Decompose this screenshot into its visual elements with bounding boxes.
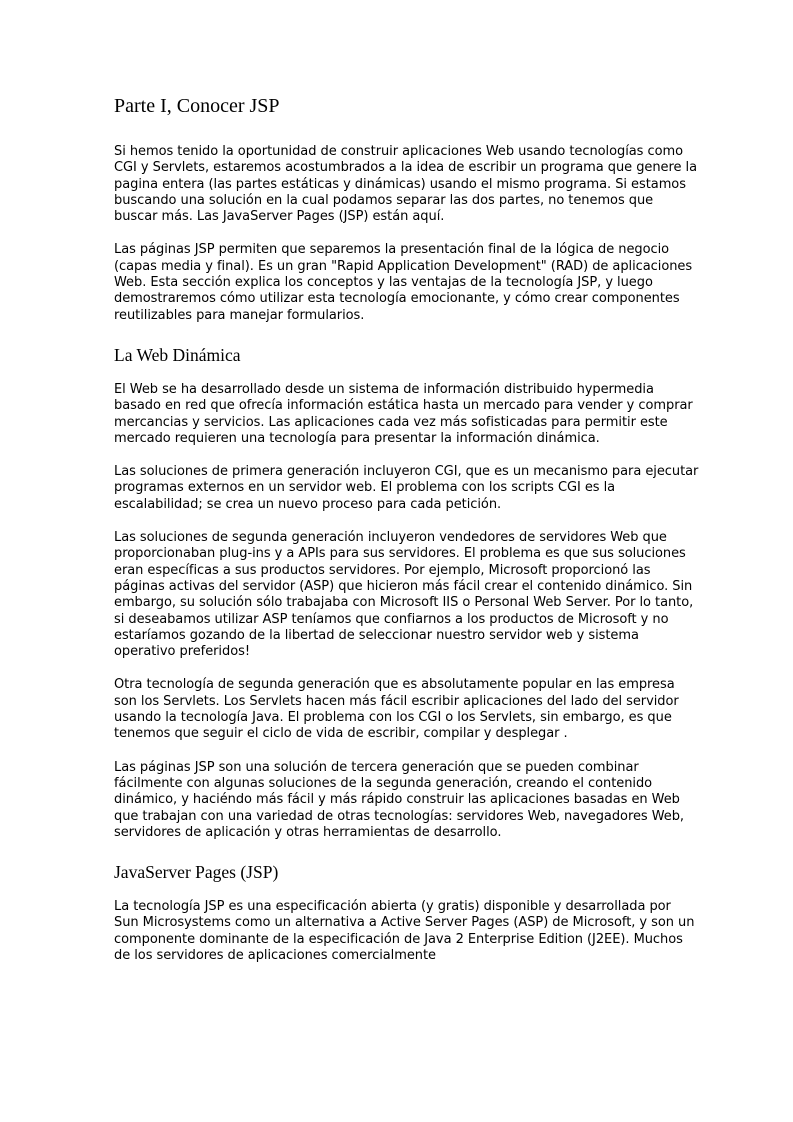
dynamic-web-paragraph-5: Las páginas JSP son una solución de tercera generación que se pueden combinar fácilmente con algunas soluciones de la segunda generación, creando el contenido dinámico, y haciéndo más fácil y más rápido construir las aplicaciones basadas en Web que trabajan con una variedad de otras tecnologías: servidores Web, navegadores Web, servidores de aplicación y otras herramientas de desarrollo.	[114, 759, 684, 840]
intro-paragraph-1: Si hemos tenido la oportunidad de construir aplicaciones Web usando tecnologías como CGI y Servlets, estaremos acostumbrados a la idea de escribir un programa que genere la pagina entera (las partes estáticas y dinámicas) usando el mismo programa. Si estamos buscando una solución en la cual podamos separar las dos partes, no tenemos que buscar más. Las JavaServer Pages (JSP) están aquí.	[114, 144, 697, 225]
section-heading-dynamic-web: La Web Dinámica	[114, 344, 241, 365]
document-page	[114, 90, 699, 981]
dynamic-web-paragraph-1: El Web se ha desarrollado desde un sistema de información distribuido hypermedia basado en red que ofrecía información estática hasta un mercado para vender y comprar mercancias y servicios. Las aplicaciones cada vez más sofisticadas para permitir este mercado requieren una tecnología para presentar la información dinámica.	[114, 381, 693, 446]
page-title: Parte I, Conocer JSP	[114, 95, 280, 117]
dynamic-web-paragraph-3: Las soluciones de segunda generación incluyeron vendedores de servidores Web que proporcionaban plug-ins y a APIs para sus servidores. El problema es que sus soluciones eran específicas a sus productos servidores. Por ejemplo, Microsoft proporcionó las páginas activas del servidor (ASP) que hicieron más fácil crear el contenido dinámico. Sin embargo, su solución sólo trabajaba con Microsoft IIS o Personal Web Server. Por lo tanto, si deseabamos utilizar ASP teníamos que confiarnos a los productos de Microsoft y no estaríamos gozando de la libertad de seleccionar nuestro servidor web y sistema operativo preferidos!	[114, 530, 694, 660]
jsp-paragraph-1: La tecnología JSP es una especificación abierta (y gratis) disponible y desarrollada por Sun Microsystems como un alternativa a Active Server Pages (ASP) de Microsoft, y son un componente dominante de la especificación de Java 2 Enterprise Edition (J2EE). Muchos de los servidores de aplicaciones comercialmente	[114, 899, 695, 963]
intro-paragraph-2: Las páginas JSP permiten que separemos la presentación final de la lógica de negocio (capas media y final). Es un gran "Rapid Application Development" (RAD) de aplicaciones Web. Esta sección explica los conceptos y las ventajas de la tecnología JSP, y luego demostraremos cómo utilizar esta tecnología emocionante, y cómo crear componentes reutilizables para manejar formularios.	[114, 242, 693, 323]
dynamic-web-paragraph-4: Otra tecnología de segunda generación que es absolutamente popular en las empresa son los Servlets. Los Servlets hacen más fácil escribir aplicaciones del lado del servidor usando la tecnología Java. El problema con los CGI o los Servlets, sin embargo, es que tenemos que seguir el ciclo de vida de escribir, compilar y desplegar .	[114, 677, 679, 742]
dynamic-web-paragraph-2: Las soluciones de primera generación incluyeron CGI, que es un mecanismo para ejecutar programas externos en un servidor web. El problema con los scripts CGI es la escalabilidad; se crea un nuevo proceso para cada petición.	[114, 464, 699, 512]
section-heading-jsp: JavaServer Pages (JSP)	[114, 862, 279, 883]
